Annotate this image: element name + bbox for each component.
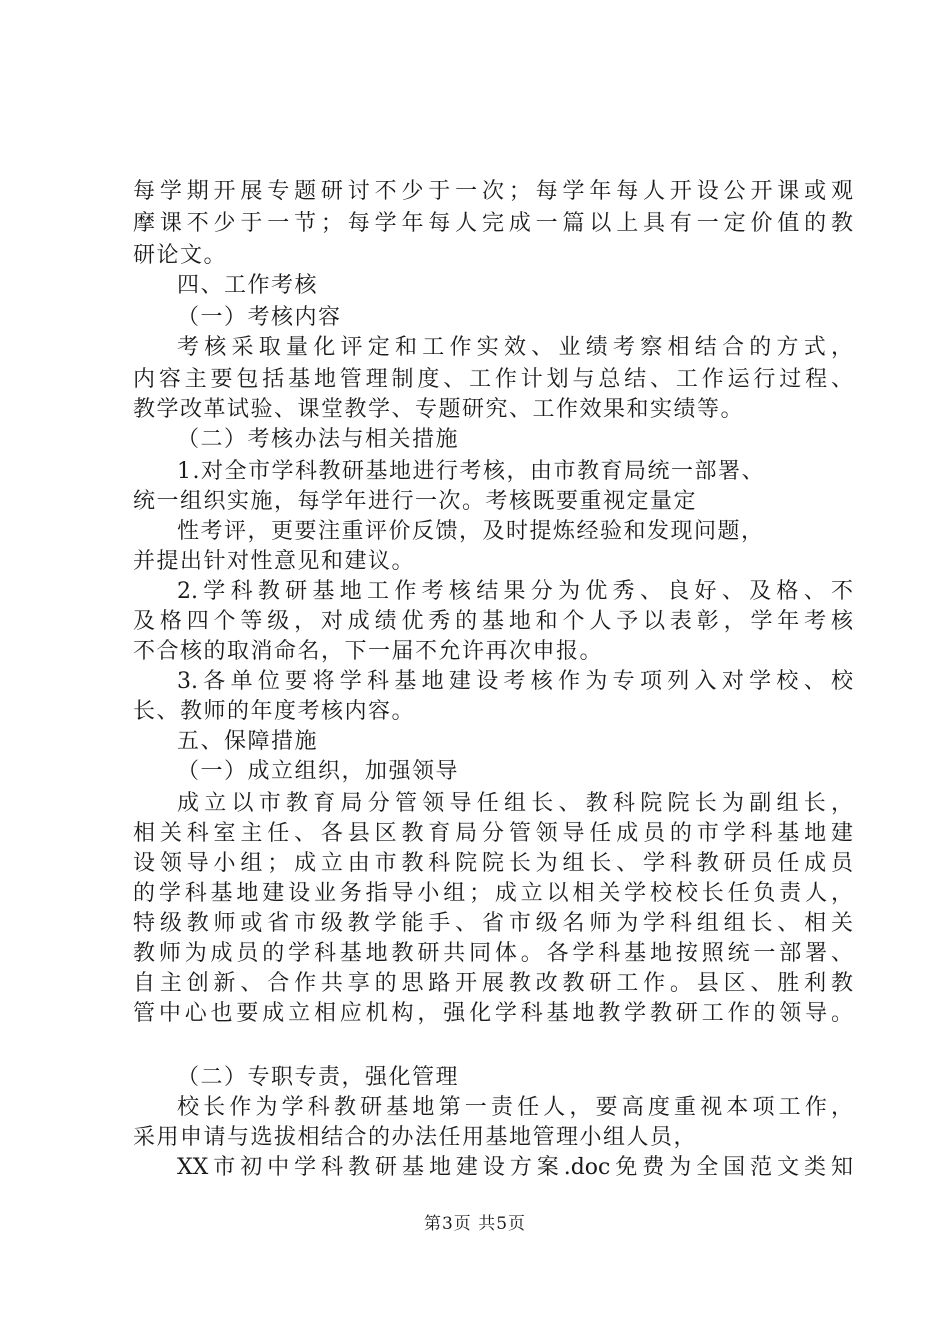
paragraph-line: 内容主要包括基地管理制度、工作计划与总结、工作运行过程、 — [133, 367, 853, 392]
paragraph-line: 及格四个等级，对成绩优秀的基地和个人予以表彰，学年考核 — [133, 609, 853, 634]
subsection-heading: （二）考核办法与相关措施 — [177, 427, 460, 452]
paragraph-line: 1.对全市学科教研基地进行考核，由市教育局统一部署、 — [177, 459, 765, 484]
paragraph-line: 3.各单位要将学科基地建设考核作为专项列入对学校、校 — [177, 669, 853, 694]
paragraph-line: 不合核的取消命名，下一届不允许再次申报。 — [133, 639, 604, 664]
section-heading: 五、保障措施 — [177, 729, 319, 754]
paragraph-line: 考核采取量化评定和工作实效、业绩考察相结合的方式， — [177, 335, 853, 360]
subsection-heading: （一）成立组织，加强领导 — [177, 759, 460, 784]
subsection-heading: （一）考核内容 — [177, 305, 342, 330]
paragraph-line: 自主创新、合作共享的思路开展教改教研工作。县区、胜利教 — [133, 971, 853, 996]
paragraph-line: 校长作为学科教研基地第一责任人，要高度重视本项工作， — [177, 1095, 853, 1120]
page-number-footer: 第3页 共5页 — [423, 1214, 527, 1234]
paragraph-line: 每学期开展专题研讨不少于一次；每学年每人开设公开课或观 — [133, 179, 853, 204]
paragraph-line: 教学改革试验、课堂教学、专题研究、工作效果和实绩等。 — [133, 397, 745, 422]
paragraph-line: 采用申请与选拔相结合的办法任用基地管理小组人员， — [133, 1125, 698, 1150]
paragraph-line: XX市初中学科教研基地建设方案.doc免费为全国范文类知 — [177, 1155, 853, 1180]
paragraph-line: 统一组织实施，每学年进行一次。考核既要重视定量定 — [133, 489, 698, 514]
subsection-heading: （二）专职专责，强化管理 — [177, 1065, 460, 1090]
paragraph-line: 管中心也要成立相应机构，强化学科基地教学教研工作的领导。 — [133, 1001, 853, 1026]
paragraph-line: 特级教师或省市级教学能手、省市级名师为学科组组长、相关 — [133, 911, 853, 936]
paragraph-line: 性考评，更要注重评价反馈，及时提炼经验和发现问题， — [177, 519, 765, 544]
paragraph-line: 教师为成员的学科基地教研共同体。各学科基地按照统一部署、 — [133, 941, 853, 966]
paragraph-line: 长、教师的年度考核内容。 — [133, 699, 416, 724]
paragraph-line: 的学科基地建设业务指导小组；成立以相关学校校长任负责人， — [133, 881, 853, 906]
paragraph-line: 并提出针对性意见和建议。 — [133, 549, 416, 574]
section-heading: 四、工作考核 — [177, 273, 319, 298]
paragraph-line: 相关科室主任、各县区教育局分管领导任成员的市学科基地建 — [133, 821, 853, 846]
paragraph-line: 摩课不少于一节；每学年每人完成一篇以上具有一定价值的教 — [133, 211, 853, 236]
paragraph-line: 成立以市教育局分管领导任组长、教科院院长为副组长， — [177, 791, 853, 816]
paragraph-line: 研论文。 — [133, 243, 228, 268]
paragraph-line: 2.学科教研基地工作考核结果分为优秀、良好、及格、不 — [177, 579, 853, 604]
paragraph-line: 设领导小组；成立由市教科院院长为组长、学科教研员任成员 — [133, 851, 853, 876]
